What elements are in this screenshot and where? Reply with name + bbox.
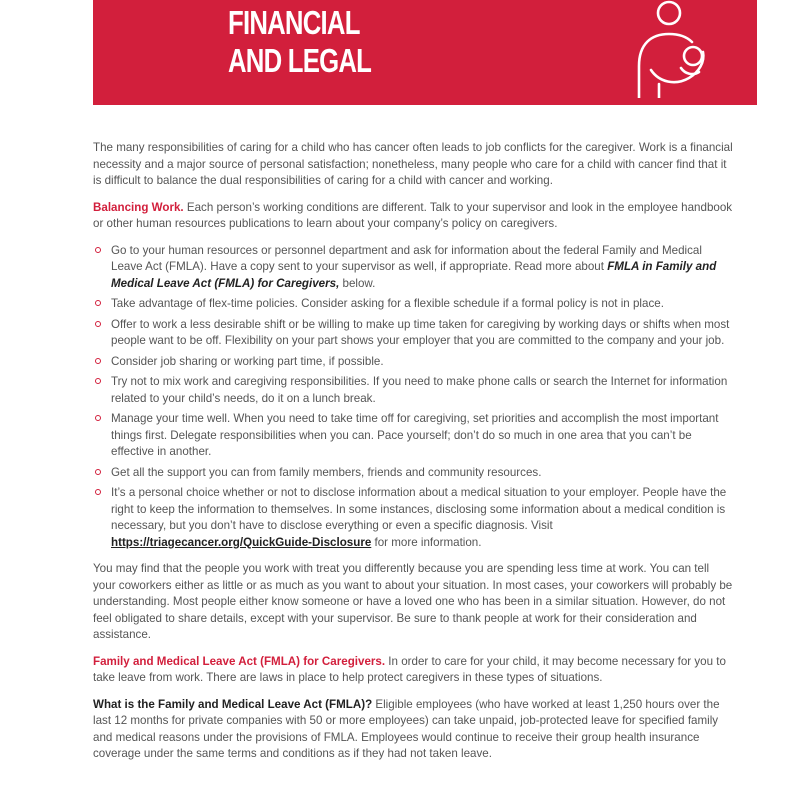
what-is-fmla-heading: What is the Family and Medical Leave Act (FMLA)? [93, 697, 373, 711]
bullet-icon [95, 300, 101, 306]
list-item-text: below. [339, 276, 376, 290]
list-item-text: Offer to work a less desirable shift or be willing to make up time taken for caregiving by working days or shifts when most people want to be off. Flexibility on your part shows your employer that you are committed to the company and your job. [111, 317, 730, 347]
list-item-text: Manage your time well. When you need to take time off for caregiving, set priorities and accomplish the most important things first. Delegate responsibilities when you can. Pace yourself; don’t do so much in one area that you can’t be effective in another. [111, 412, 719, 458]
fmla-paragraph [93, 654, 733, 687]
fmla-reference: FMLA in Family and Medical Leave Act (FMLA) for Caregivers, [111, 260, 717, 290]
fmla-text: In order to care for your child, it may become necessary for you to take leave from work. There are laws in place to help protect caregivers in these types of situations. [93, 654, 726, 684]
bullet-icon [95, 247, 101, 253]
balancing-work-paragraph [93, 200, 733, 233]
list-item-text: for more information. [371, 535, 482, 549]
list-item-text: Consider job sharing or working part time, if possible. [111, 354, 384, 368]
list-item [93, 243, 733, 293]
list-item-text: Try not to mix work and caregiving responsibilities. If you need to make phone calls or search the Internet for information related to your child’s needs, do it on a lunch break. [111, 375, 728, 405]
bullet-icon [95, 378, 101, 384]
intro-paragraph: The many responsibilities of caring for a child who has cancer often leads to job conflicts for the caregiver. Work is a financial necessity and a major source of personal satisfaction; nonetheless, many people who care for a child with cancer find that it is difficult to balance the dual responsibilities of caring for a child with cancer and working. [93, 141, 733, 187]
list-item-text: Get all the support you can from family members, friends and community resources. [111, 465, 542, 479]
list-item-text: It’s a personal choice whether or not to disclose information about a medical situation to your employer. People have the right to keep the information to themselves. In some instances, disclosing some information about a medical condition is necessary, but you don’t have to disclose everything or even a specific diagnosis. Visit [111, 486, 727, 532]
list-item [93, 485, 733, 551]
list-item [93, 411, 733, 461]
list-item-text: Take advantage of flex-time policies. Consider asking for a flexible schedule if a formal policy is not in place. [111, 297, 664, 310]
balancing-work-heading: Balancing Work. [93, 200, 184, 214]
page-title [228, 4, 371, 80]
bullet-icon [95, 469, 101, 475]
bullet-icon [95, 321, 101, 327]
title-line-2: AND LEGAL [228, 42, 372, 79]
list-item-text: Go to your human resources or personnel department and ask for information about the federal Family and Medical Leave Act (FMLA). Have a copy sent to your supervisor as well, if appropriate. Read more about [111, 243, 702, 273]
what-is-fmla-paragraph [93, 697, 733, 763]
balancing-work-list [93, 243, 733, 552]
list-item [93, 465, 733, 482]
what-is-fmla-text: Eligible employees (who have worked at least 1,250 hours over the last 12 months for private companies with 50 or more employees) can take unpaid, job-protected leave for specified family and medical reasons under the provisions of FMLA. Employees would continue to receive their group health insurance coverage under the same terms and conditions as if they had not taken leave. [93, 697, 720, 760]
title-line-1: FINANCIAL [228, 4, 360, 41]
disclosure-guide-link[interactable]: https://triagecancer.org/QuickGuide-Disclosure [111, 535, 372, 549]
bullet-icon [95, 358, 101, 364]
caregiver-holding-child-icon [629, 0, 717, 98]
bullet-icon [95, 489, 101, 495]
fmla-heading: Family and Medical Leave Act (FMLA) for Caregivers. [93, 654, 386, 668]
list-item [93, 296, 733, 313]
coworkers-paragraph: You may find that the people you work with treat you differently because you are spending less time at work. You can tell your coworkers either as little or as much as you want to about your situation. In most cases, your coworkers will probably be understanding. Most people either know someone or have a loved one who has been in a similar situation. However, do not feel obligated to share details, except with your supervisor. Be sure to thank people at work for their consideration and assistance. [93, 562, 733, 641]
header-banner [93, 0, 757, 105]
list-item [93, 317, 733, 350]
balancing-work-text: Each person’s working conditions are different. Talk to your supervisor and look in the employee handbook or other human resources publications to learn about your company’s policy on caregivers. [93, 200, 733, 230]
list-item [93, 354, 733, 371]
page-content [93, 140, 733, 773]
bullet-icon [95, 415, 101, 421]
list-item [93, 374, 733, 407]
